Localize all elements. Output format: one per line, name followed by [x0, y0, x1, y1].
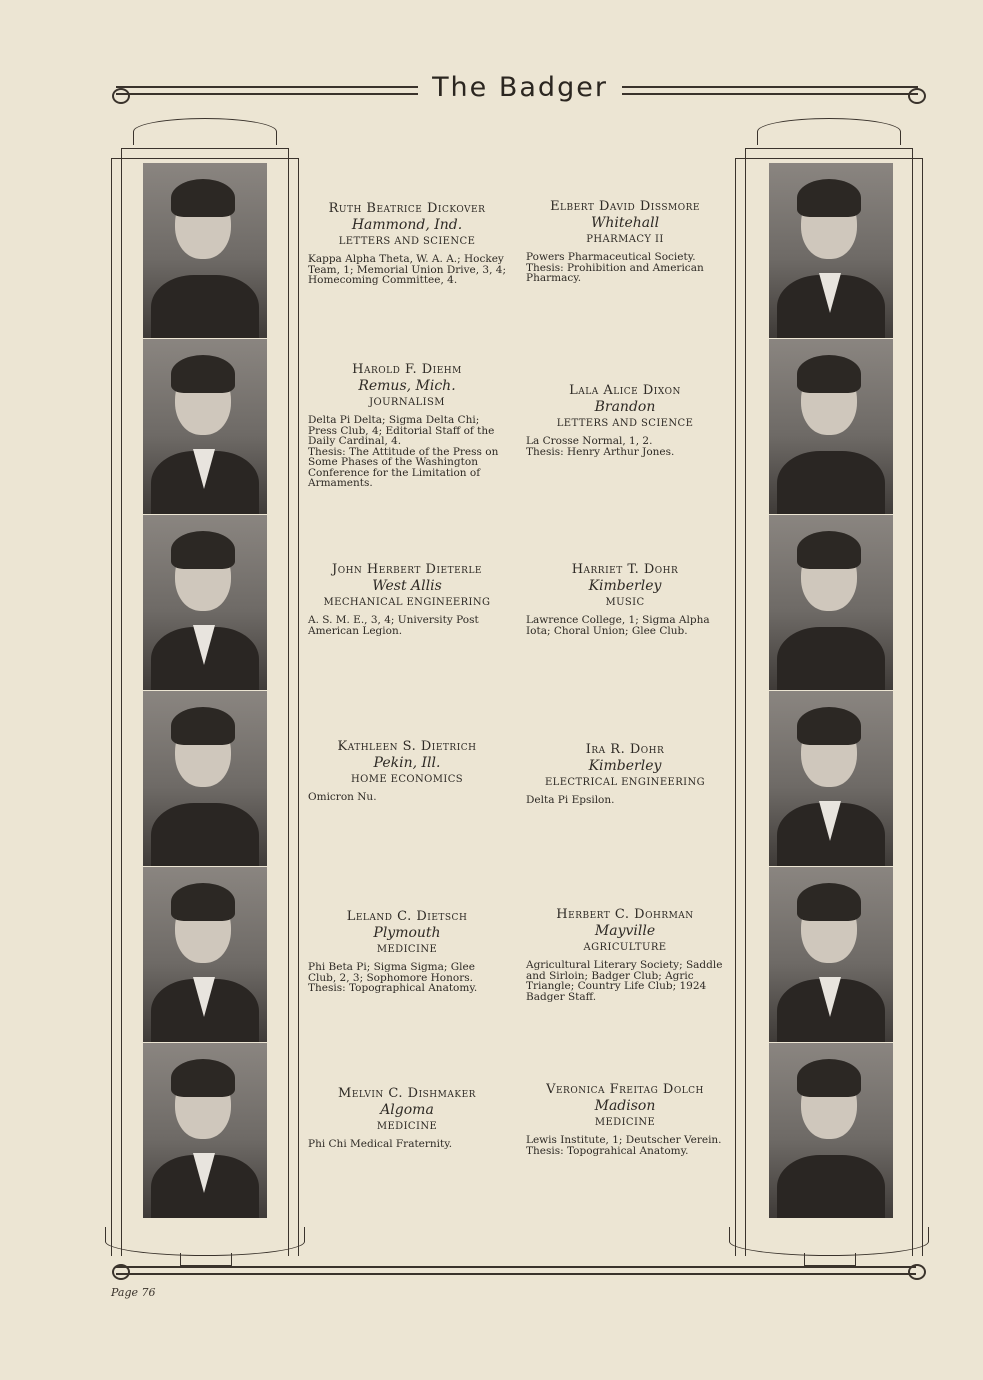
activities: A. S. M. E., 3, 4; University Post American Legion. — [308, 614, 479, 637]
hometown: Remus, Mich. — [358, 378, 456, 394]
major: JOURNALISM — [369, 397, 445, 408]
student-name: John Herbert Dieterle — [331, 562, 482, 577]
hometown: Kimberley — [588, 578, 662, 594]
senior-entry — [308, 562, 506, 636]
major: MEDICINE — [376, 944, 438, 955]
hometown: Brandon — [594, 399, 656, 415]
left-photo-column — [143, 163, 267, 1219]
page-title: The Badger — [432, 72, 608, 103]
portrait-photo — [143, 867, 267, 1042]
senior-entry — [308, 909, 506, 994]
hometown: Mayville — [594, 923, 656, 939]
footer-rule — [116, 1266, 916, 1268]
senior-entry — [526, 1082, 724, 1156]
senior-entry — [308, 201, 506, 286]
major: MEDICINE — [594, 1117, 656, 1128]
senior-entry — [526, 383, 724, 457]
hometown: Algoma — [380, 1102, 434, 1118]
activities: Lewis Institute, 1; Deutscher Verein. Thesis: Topograhical Anatomy. — [526, 1134, 722, 1157]
senior-entry — [308, 1086, 506, 1150]
major: AGRICULTURE — [583, 942, 667, 953]
activities: Delta Pi Delta; Sigma Delta Chi; Press Club, 4; Editorial Staff of the Daily Cardinal, 4. Thesis: The Attitude of the Press on Some Phases of the Washington Conference for the Limitation of Armaments. — [308, 414, 499, 489]
major: MECHANICAL ENGINEERING — [323, 597, 491, 608]
right-photo-column — [769, 163, 893, 1219]
student-name: Melvin C. Dishmaker — [338, 1086, 476, 1101]
hometown: Kimberley — [588, 758, 662, 774]
portrait-photo — [143, 515, 267, 690]
portrait-photo — [769, 163, 893, 338]
hometown: Plymouth — [373, 925, 441, 941]
student-name: Leland C. Dietsch — [346, 909, 468, 924]
activities: Omicron Nu. — [308, 791, 377, 803]
student-name: Harold F. Diehm — [352, 362, 462, 377]
portrait-photo — [143, 163, 267, 338]
student-name: Kathleen S. Dietrich — [337, 739, 477, 754]
major: ELECTRICAL ENGINEERING — [544, 777, 706, 788]
senior-entry — [526, 907, 724, 1002]
header-rule-right — [622, 86, 918, 98]
major: HOME ECONOMICS — [350, 774, 464, 785]
page-number: Page 76 — [111, 1286, 156, 1299]
header-flourish-right — [908, 88, 926, 104]
major: MUSIC — [605, 597, 645, 608]
portrait-photo — [143, 691, 267, 866]
major: LETTERS AND SCIENCE — [556, 418, 694, 429]
portrait-photo — [143, 339, 267, 514]
senior-entry — [308, 739, 506, 803]
activities: Kappa Alpha Theta, W. A. A.; Hockey Team, 1; Memorial Union Drive, 3, 4; Homecoming Committee, 4. — [308, 253, 507, 286]
major: PHARMACY II — [586, 234, 664, 245]
major: MEDICINE — [376, 1121, 438, 1132]
activities: Powers Pharmaceutical Society. Thesis: Prohibition and American Pharmacy. — [526, 251, 704, 284]
student-name: Herbert C. Dohrman — [556, 907, 694, 922]
activities: La Crosse Normal, 1, 2. Thesis: Henry Arthur Jones. — [526, 435, 675, 458]
senior-entry — [308, 362, 506, 489]
senior-entry — [526, 199, 724, 284]
portrait-photo — [143, 1043, 267, 1218]
portrait-photo — [769, 339, 893, 514]
hometown: Hammond, Ind. — [351, 217, 463, 233]
activities: Phi Chi Medical Fraternity. — [308, 1138, 453, 1150]
portrait-photo — [769, 515, 893, 690]
activities: Lawrence College, 1; Sigma Alpha Iota; Choral Union; Glee Club. — [526, 614, 710, 637]
hometown: Pekin, Ill. — [373, 755, 441, 771]
student-name: Veronica Freitag Dolch — [546, 1082, 704, 1097]
portrait-photo — [769, 1043, 893, 1218]
portrait-photo — [769, 867, 893, 1042]
student-name: Ira R. Dohr — [585, 742, 665, 757]
student-name: Elbert David Dissmore — [550, 199, 700, 214]
student-name: Ruth Beatrice Dickover — [328, 201, 486, 216]
senior-entry — [526, 742, 724, 806]
hometown: West Allis — [372, 578, 442, 594]
hometown: Whitehall — [590, 215, 660, 231]
header-rule-left — [116, 86, 418, 98]
portrait-photo — [769, 691, 893, 866]
activities: Phi Beta Pi; Sigma Sigma; Glee Club, 2, 3; Sophomore Honors. Thesis: Topographical Anatomy. — [308, 961, 478, 994]
footer-rule — [116, 1273, 916, 1275]
footer-flourish-right — [908, 1264, 926, 1280]
senior-entry — [526, 562, 724, 636]
student-name: Lala Alice Dixon — [569, 383, 681, 398]
hometown: Madison — [594, 1098, 656, 1114]
student-name: Harriet T. Dohr — [571, 562, 679, 577]
activities: Delta Pi Epsilon. — [526, 794, 615, 806]
major: LETTERS AND SCIENCE — [338, 236, 476, 247]
activities: Agricultural Literary Society; Saddle and Sirloin; Badger Club; Agric Triangle; Country Life Club; 1924 Badger Staff. — [526, 959, 723, 1003]
